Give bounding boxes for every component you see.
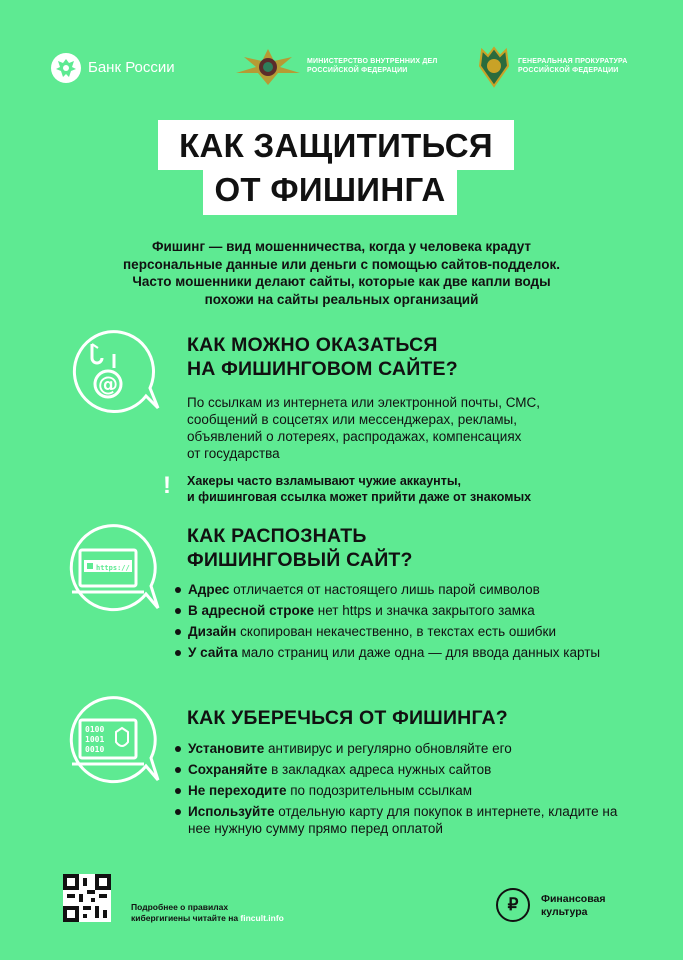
bank-name: Банк России <box>88 59 175 76</box>
bullet-text: антивирус и регулярно обновляйте его <box>264 741 512 756</box>
list-item <box>174 623 614 640</box>
section1-title-line1: КАК МОЖНО ОКАЗАТЬСЯ <box>187 334 438 356</box>
section2-title <box>187 524 413 572</box>
bullet-text: в закладках адреса нужных сайтов <box>267 762 492 777</box>
section1-warning <box>187 473 617 505</box>
bullet-text: нет https и значка закрытого замка <box>314 603 535 618</box>
intro-line: похожи на сайты реальных организаций <box>204 291 479 307</box>
bullet-bold: Используйте <box>188 804 275 819</box>
warning-line: и фишинговая ссылка может прийти даже от знакомых <box>187 490 532 504</box>
ministry-name <box>307 57 438 75</box>
qr-code-icon <box>63 874 111 922</box>
code-row-2: 1001 <box>85 735 105 744</box>
section2-title-line2: ФИШИНГОВЫЙ САЙТ? <box>187 549 413 571</box>
section3-title: КАК УБЕРЕЧЬСЯ ОТ ФИШИНГА? <box>187 707 508 729</box>
section3-list <box>174 740 619 841</box>
bullet-bold: Установите <box>188 741 265 756</box>
list-item <box>174 602 614 619</box>
mvd-emblem-icon <box>234 47 302 87</box>
bullet-bold: Сохраняйте <box>188 762 268 777</box>
list-item <box>174 644 614 661</box>
hook-at-icon <box>58 324 166 422</box>
footer-line1: Подробнее о правилах <box>131 902 229 912</box>
list-item <box>174 740 619 757</box>
section1-body-line: от государства <box>187 446 280 461</box>
fc-line2: культура <box>541 906 588 918</box>
bullet-text: по подозрительным ссылкам <box>286 783 473 798</box>
ruble-icon <box>496 888 530 922</box>
fincult-link[interactable]: fincult.info <box>240 913 284 923</box>
list-item <box>174 782 619 799</box>
intro-line: персональные данные или деньги с помощью сайтов-подделок. <box>123 256 560 272</box>
code-row-3: 0010 <box>85 745 105 754</box>
section1-body-line: сообщений в соцсетях или мессенджерах, рекламы, <box>187 412 517 427</box>
title-line1: КАК ЗАЩИТИТЬСЯ <box>158 120 514 170</box>
prosecutor-emblem-icon <box>474 46 514 88</box>
intro-line: Фишинг — вид мошенничества, когда у человека крадут <box>151 239 532 254</box>
eagle-emblem-icon <box>50 52 82 84</box>
warning-line: Хакеры часто взламывают чужие аккаунты, <box>187 474 462 488</box>
bullet-bold: Адрес <box>188 582 230 597</box>
bullet-bold: Не переходите <box>188 783 287 798</box>
section1-body-line: По ссылкам из интернета или электронной почты, СМС, <box>187 395 541 410</box>
laptop-code-icon <box>58 692 166 792</box>
list-item <box>174 803 619 837</box>
list-item <box>174 761 619 778</box>
financial-culture-logo <box>541 893 605 919</box>
footer-line2 <box>131 913 284 924</box>
phishing-hook-bubble <box>58 324 166 422</box>
footer-line2-prefix: кибергигиены читайте на <box>131 913 241 923</box>
section2-list <box>174 581 614 665</box>
svg-text:@: @ <box>98 372 118 396</box>
code-bubble <box>58 692 166 792</box>
bullet-text: отдельную карту для покупок в интернете, кладите на нее нужную сумму прямо перед оплатой <box>188 804 618 836</box>
bank-of-russia-logo <box>50 52 82 89</box>
ministry-emblem <box>234 47 302 92</box>
section1-body-line: объявлений о лотереях, распродажах, компенсациях <box>187 429 522 444</box>
prosecutor-line2: РОССИЙСКОЙ ФЕДЕРАЦИИ <box>518 67 619 74</box>
prosecutor-emblem <box>474 46 514 93</box>
https-label: https:// <box>96 564 130 572</box>
list-item <box>174 581 614 598</box>
bullet-text: отличается от настоящего лишь парой символов <box>229 582 540 597</box>
prosecutor-name <box>518 57 628 75</box>
section1-title <box>187 333 458 381</box>
code-row-1: 0100 <box>85 725 105 734</box>
section1-body <box>187 394 607 462</box>
intro-text <box>80 238 603 308</box>
bullet-bold: В адресной строке <box>188 603 314 618</box>
section2-title-line1: КАК РАСПОЗНАТЬ <box>187 525 367 547</box>
laptop-https-icon <box>58 520 166 620</box>
ministry-line2: РОССИЙСКОЙ ФЕДЕРАЦИИ <box>307 67 408 74</box>
section1-title-line2: НА ФИШИНГОВОМ САЙТЕ? <box>187 358 458 380</box>
prosecutor-line1: ГЕНЕРАЛЬНАЯ ПРОКУРАТУРА <box>518 58 628 65</box>
bullet-text: скопирован некачественно, в текстах есть ошибки <box>236 624 556 639</box>
title-line2: ОТ ФИШИНГА <box>203 167 457 215</box>
bullet-text: мало страниц или даже одна — для ввода данных карты <box>237 645 601 660</box>
footer-note <box>131 902 284 924</box>
bullet-bold: У сайта <box>188 645 238 660</box>
warning-icon: ! <box>163 472 171 499</box>
qr-code[interactable] <box>63 874 111 922</box>
fc-line1: Финансовая <box>541 893 606 905</box>
bullet-bold: Дизайн <box>188 624 237 639</box>
ruble-symbol: ₽ <box>507 895 519 914</box>
ministry-line1: МИНИСТЕРСТВО ВНУТРЕННИХ ДЕЛ <box>307 58 438 65</box>
browser-bubble <box>58 520 166 620</box>
intro-line: Часто мошенники делают сайты, которые как две капли воды <box>132 274 551 289</box>
